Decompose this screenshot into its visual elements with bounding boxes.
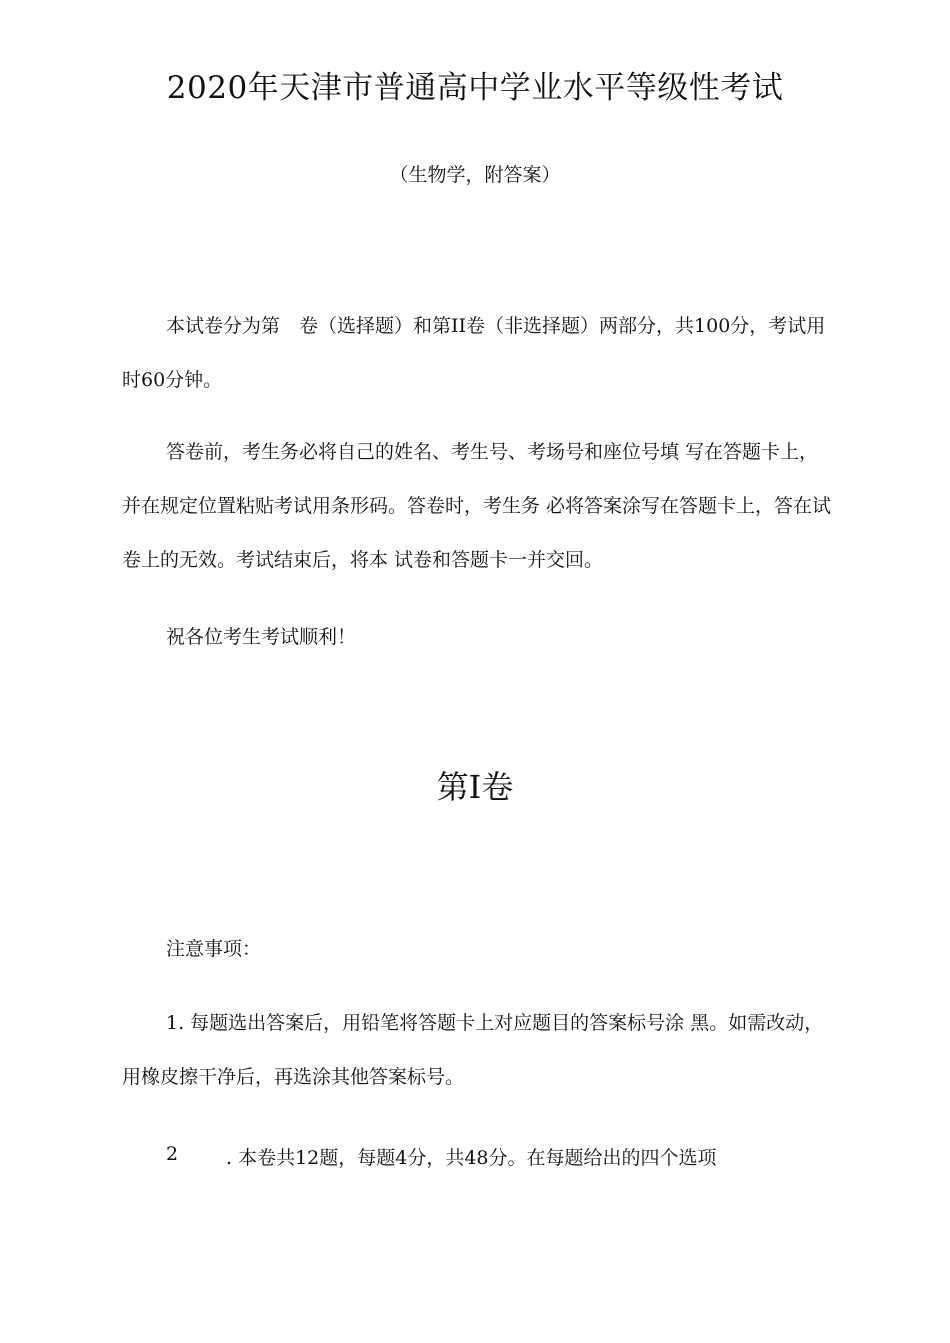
- note-item-1: 1. 每题选出答案后，用铅笔将答题卡上对应题目的答案标号涂 黑。如需改动，用橡皮擦干净后，再选涂其他答案标号。: [122, 1012, 824, 1088]
- intro-paragraph: 本试卷分为第 卷（选择题）和第II卷（非选择题）两部分，共100分，考试用时60分钟。: [122, 315, 826, 391]
- notes-heading: 注意事项：: [166, 938, 262, 960]
- note-item-2-text: . 本卷共12题，每题4分，共48分。在每题给出的四个选项: [226, 1147, 717, 1169]
- wishes-text: 祝各位考生考试顺利！: [166, 626, 357, 648]
- note-item-2-number: 2: [166, 1143, 179, 1165]
- document-title: 2020年天津市普通高中学业水平等级性考试: [166, 70, 784, 106]
- instructions-paragraph: 答卷前，考生务必将自己的姓名、考生号、考场号和座位号填 写在答题卡上，并在规定位置粘贴考试用条形码。答卷时，考生务 必将答案涂写在答题卡上，答在试卷上的无效。考试结束后，将本 试卷和答题卡一并交回。: [122, 441, 832, 571]
- section-title: 第I卷: [436, 768, 514, 806]
- document-subtitle: （生物学，附答案）: [389, 164, 561, 186]
